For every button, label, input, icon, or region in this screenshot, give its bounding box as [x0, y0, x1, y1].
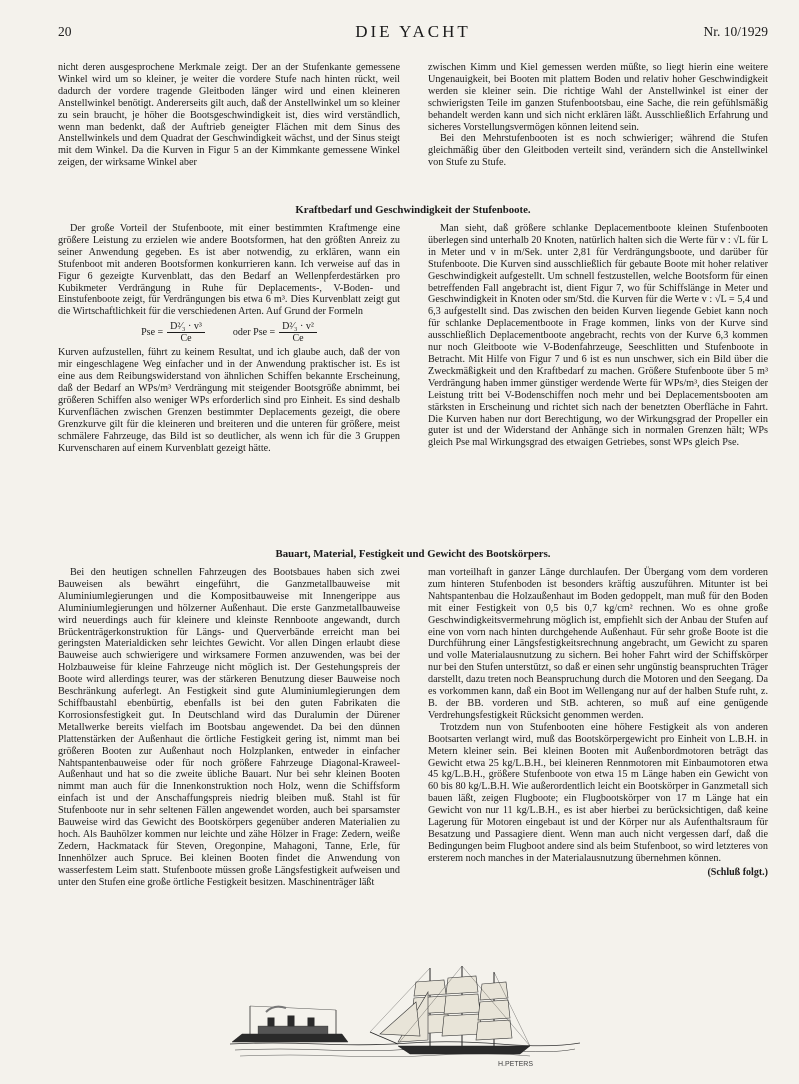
artist-signature: H.PETERS — [498, 1061, 534, 1068]
formula-lhs-2: oder Pse = — [232, 326, 276, 338]
section1-left-paragraph-2: Kurven aufzustellen, führt zu keinem Resultat, und ich glaube auch, daß der von mir eingeschlagene Weg einfacher und in der Anwendung praktischer ist. Es ist eine aus dem Reibungswiderstand von ähnlichen Schiffen bekannte Erscheinung, daß der Bedarf an WPs/m³ Verdrängung mit steigender Bootsgröße abnimmt, bei größeren Schiffen also weniger WPs erforderlich sind pro Einheit. Es sind deshalb Kurvenflächen zwischen Grenzen bestimmter Deplacements gezeigt, die obere Grenzkurve gilt für die kleineren und breiteren und die unteren für größere, meist schmälere Fahrzeuge, das Bild ist so deutlicher, als wenn ich für die 3 Gruppen Kurvenscharen auf einem Kurvenblatt gezeigt hätte. — [58, 347, 400, 454]
section1-right-column — [428, 223, 768, 449]
section2-left-paragraph: Bei den heutigen schnellen Fahrzeugen des Bootsbaues haben sich zwei Bauweisen als bewährt eingeführt, die Ganzmetallbauweise mit Aluminiumlegierungen und die Kompositbauweise mit Innengerippe aus Aluminiumlegierungen und hölzerner Außenhaut. Die erste Ganzmetallbauweise wird neuerdings auch für kleinere und kleinste Rennboote angewandt, durch Brückenträgerkonstruktion für Längs- und Querverbände erreicht man bei geringsten Materialdicken sehr leichtes Gewicht. Vor allen Dingen erlaubt diese Bauweise auch schwierigere und wirksamere Formen anzuwenden, was bei der Holzbauweise für kleine Fahrzeuge nicht möglich ist. Der Gestehungspreis der Boote wird allerdings teurer, was der stärkeren Benutzung dieser Bauweise noch Beschränkung auferlegt. An Festigkeit sind gute Aluminiumlegierungen dem Schiffbaustahl ebenbürtig, ebenfalls ist bei den guten Fabrikaten die Korrosionsfestigkeit gut. In Deutschland wird das Duralumin der Dürener Metallwerke bereits vielfach im Bootsbau angewendet. Da bei den dünnen Plattenstärken der Außenhaut die örtliche Festigkeit gering ist, nimmt man bei größeren Booten zur Außenhaut noch Holzplanken, entweder in einfacher Nahtspantenbauweise oder für noch größere Fahrzeuge Diagonal-Kraweel-Außenhaut und hat so die zweite übliche Bauart. Nur bei sehr kleinen Booten nimmt man auch für die Innenkonstruktion noch Holz, wenn die Schiffsform einfach ist und der Anschaffungspreis niedrig bleiben muß. Stahl ist für Stufenboote nur in sehr seltenen Fällen angewendet worden, auch bei sparsamster Bauweise wird das Gewicht des Bootskörpers gegenüber anderen Materialien zu hoch. Als Bauhölzer kommen nur leichte und zähe Hölzer in Frage: Zedern, weiße Zedern, Hackmatack für Steven, Oregonpine, Mahagoni, Tanne, Erle, für Innenhölzer auch Spruce. Bei kleinen Booten findet die Anwendung von wasserfestem Leim statt. Stufenboote müssen große Längsfestigkeit aufweisen und unter den Stufen eine große örtliche Festigkeit besitzen. Maschinenträger läßt — [58, 567, 400, 888]
to-be-continued-note: (Schluß folgt.) — [707, 866, 768, 878]
sailing-ship-drawing — [370, 966, 530, 1054]
ship-illustration — [230, 962, 580, 1070]
formula-numerator-2: D²⁄₃ · v² — [279, 321, 317, 333]
formula-numerator-1: D²⁄₃ · v³ — [167, 321, 205, 333]
section1-left-column — [58, 223, 400, 454]
section2-right-paragraph-2: Trotzdem nun von Stufenbooten eine höhere Festigkeit als von anderen Bootsarten verlangt wird, muß das Bootskörpergewicht pro Einheit von L.B.H. in Metern kleiner sein. Bei kleinen Booten mit Außenbordmotoren beträgt das Gewicht etwa 25 kg/L.B.H., bei kleineren Rennmotoren mit Einbaumotoren etwa 45 kg/L.B.H., größere Stufenboote von etwa 15 m Länge haben ein Gewicht von 60 bis 80 kg/L.B.H. Wie außerordentlich leicht ein Bootskörper in Ganzmetall sich bauen läßt, zeigen Flugboote; ein Flugbootskörper von 17 m Länge hat ein Gewicht von nur 11 kg/L.B.H., es ist aber hierbei zu berücksichtigen, daß keine Lagerung für Motoren eingebaut ist und der Körper nur als Aufenthaltsraum für Besatzung und Passagiere dient. Wenn man auch nicht vergessen darf, daß die Bedingungen beim Flugboot andere sind als beim Stufenboot, so wird letzteres von ersterem noch manches in der Materialausnutzung übernehmen können. — [428, 721, 768, 864]
formula-lhs-1: Pse = — [141, 326, 164, 338]
power-formula — [58, 321, 400, 344]
section1-left-paragraph-1: Der große Vorteil der Stufenboote, mit einer bestimmten Kraftmenge eine größere Leistung zu erzielen wie andere Bootsformen, hat den größten Anreiz zu seiner Anwendung gegeben. Es ist aber notwendig, zu erklären, wann ein Stufenboot mit anderen Bootsformen konkurrieren kann. Ich verweise auf das in Figur 6 gezeigte Kurvenblatt, das den Bedarf an Wellenpferdestärken pro Kubikmeter Verdrängung in Ruhe für Deplacements-, V-Boden- und Einstufenboote zeigt, für Verdrängungen bis etwa 6 m³. Dies Kurvenblatt zeigt gut die Wirtschaftlichkeit für die verschiedenen Arten. Auf Grund der Formeln — [58, 223, 400, 318]
issue-number: Nr. 10/1929 — [703, 24, 768, 39]
magazine-title: DIE YACHT — [355, 22, 471, 41]
intro-right-paragraph-2: Bei den Mehrstufenbooten ist es noch schwieriger; während die Stufen gleichmäßig über den Gleitboden verteilt sind, verändern sich die Anstellwinkel von Stufe zu Stufe. — [428, 133, 768, 169]
section2-right-column — [428, 567, 768, 879]
intro-right-column — [428, 62, 768, 169]
intro-left-paragraph: nicht deren ausgesprochene Merkmale zeigt. Der an der Stufenkante gemessene Winkel wird um so kleiner, je weiter die vordere Stufe nach hinten rückt, weil dadurch der vordere tragende Gleitboden länger wird und einen kleineren Anstellwinkel benötigt. Andererseits gilt auch, daß der Anstellwinkel um so kleiner zu sein braucht, je höher die Bootsgeschwindigkeit ist, dies wird verständlich, wenn man bedenkt, daß der Auftrieb geneigter Flächen mit dem Sinus des Anstellwinkels und dem Quadrat der Geschwindigkeit wächst, und der Sinus steigt mit dem Winkel. Da die Kurven in Figur 5 an der Kimmkante gemessene Winkel zeigen, der wirksame Winkel aber — [58, 62, 400, 169]
intro-left-column — [58, 62, 400, 169]
section-heading-bauart: Bauart, Material, Festigkeit und Gewicht des Bootskörpers. — [275, 548, 551, 560]
intro-right-paragraph-1: zwischen Kimm und Kiel gemessen werden müßte, so liegt hierin eine weitere Ungenauigkeit, bei Booten mit plattem Boden und relativ hoher Geschwindigkeit werden sie kleiner sein. Die richtige Wahl der Anstellwinkel ist einer der schwierigsten Teile im ganzen Stufenbootsbau, eine Sache, die rein gefühlsmäßig behandelt werden kann und sich nicht erklären läßt. Ausschließlich Erfahrung und sicheres Vorstellungsvermögen können leitend sein. — [428, 62, 768, 133]
section-heading-kraftbedarf: Kraftbedarf und Geschwindigkeit der Stufenboote. — [295, 204, 531, 216]
section2-right-paragraph-1: man vorteilhaft in ganzer Länge durchlaufen. Der Übergang vom dem vorderen zum hinteren Stufenboden ist besonders kräftig auszuführen. Mitunter ist bei Nahtspantenbau die Holzaußenhaut im Boden gedoppelt, man muß für den Boden mit einer Festigkeit von 0,5 bis 0,7 kg/cm² rechnen. Wo es ohne große Geschwindigkeitsvermehrung möglich ist, empfiehlt sich der Anbau der Stufen auf eine von vorn nach hinten durchgehende Außenhaut. Für sehr große Boote ist die Durchführung einer Längsfestigkeitsrechnung angebracht, um Gewicht zu sparen und volle Materialausnutzung zu sichern. Bei hoher Fahrt wird der Schiffskörper nur bei den Stufen unterstützt, so daß er einen sehr ungünstig beanspruchten Träger darstellt, dazu treten noch Beanspruchung durch die Motoren und den Seegang. Da es vorkommen kann, daß ein Boot im Wellengang nur auf der halben Stufe ruht, z. B. der BB. vorderen und StB. achteren, so muß auf eine genügende Verdrehungsfestigkeit Rücksicht genommen werden. — [428, 567, 768, 721]
formula-denominator-1: Ce — [180, 333, 192, 345]
page-header — [58, 24, 768, 44]
page-number: 20 — [58, 24, 72, 39]
section1-right-paragraph: Man sieht, daß größere schlanke Deplacementboote kleinen Stufenbooten überlegen sind unterhalb 20 Knoten, natürlich halten sich die Werte für v : √L für L in Meter und v in m/Sek. unter 2,81 für Verdrängungsboote, und darüber für Stufenboote. Die Kurven sind ausschließlich für gebaute Boote mit hoher relativer Geschwindigkeit aufgestellt. Um schnell festzustellen, welche Bootsform für einen betreffenden Fall angebracht ist, dient Figur 7, wo für Schiffslänge in Meter und Geschwindigkeit in Knoten oder sm/Std. die Kurven für die Werte v : √L = 5,4 und 6,3 aufgestellt sind. Das zwischen den beiden Kurven liegende Gebiet kann noch für schlanke Deplacementboote in Frage kommen, links von der Kurve sind ausschließlich Deplacementboote angebracht, rechts von der Kurve 6,3 kommen nur noch Gleitboote wie V-Bodenfahrzeuge, Seeschlitten und Stufenboote in Betracht. Mit Hilfe von Figur 7 und 6 ist es nun unschwer, sich ein Bild über die Zweckmäßigkeit und den Kraftbedarf zu machen. Größere Stufenboote über 5 m³ Verdrängung haben immer günstiger werdende Werte für WPs/m³, dies Steigen der Leistung tritt bei V-Bodenschiffen noch mehr und bei Deplacementsbooten am stärksten in Erscheinung und richtet sich nach der benetzten Oberfläche in Fahrt. Die Kurven haben nur dort Berechtigung, wo der Wirkungsgrad der Propeller ein guter ist und der Widerstand der Anhänge sich in normalen Grenzen hält; WPs gleich Pse mal Wirkungsgrad des etwaigen Getriebes, sonst WPs gleich Pse. — [428, 223, 768, 449]
section2-left-column — [58, 567, 400, 888]
steamship-drawing — [232, 1006, 348, 1042]
formula-denominator-2: Ce — [292, 333, 304, 345]
